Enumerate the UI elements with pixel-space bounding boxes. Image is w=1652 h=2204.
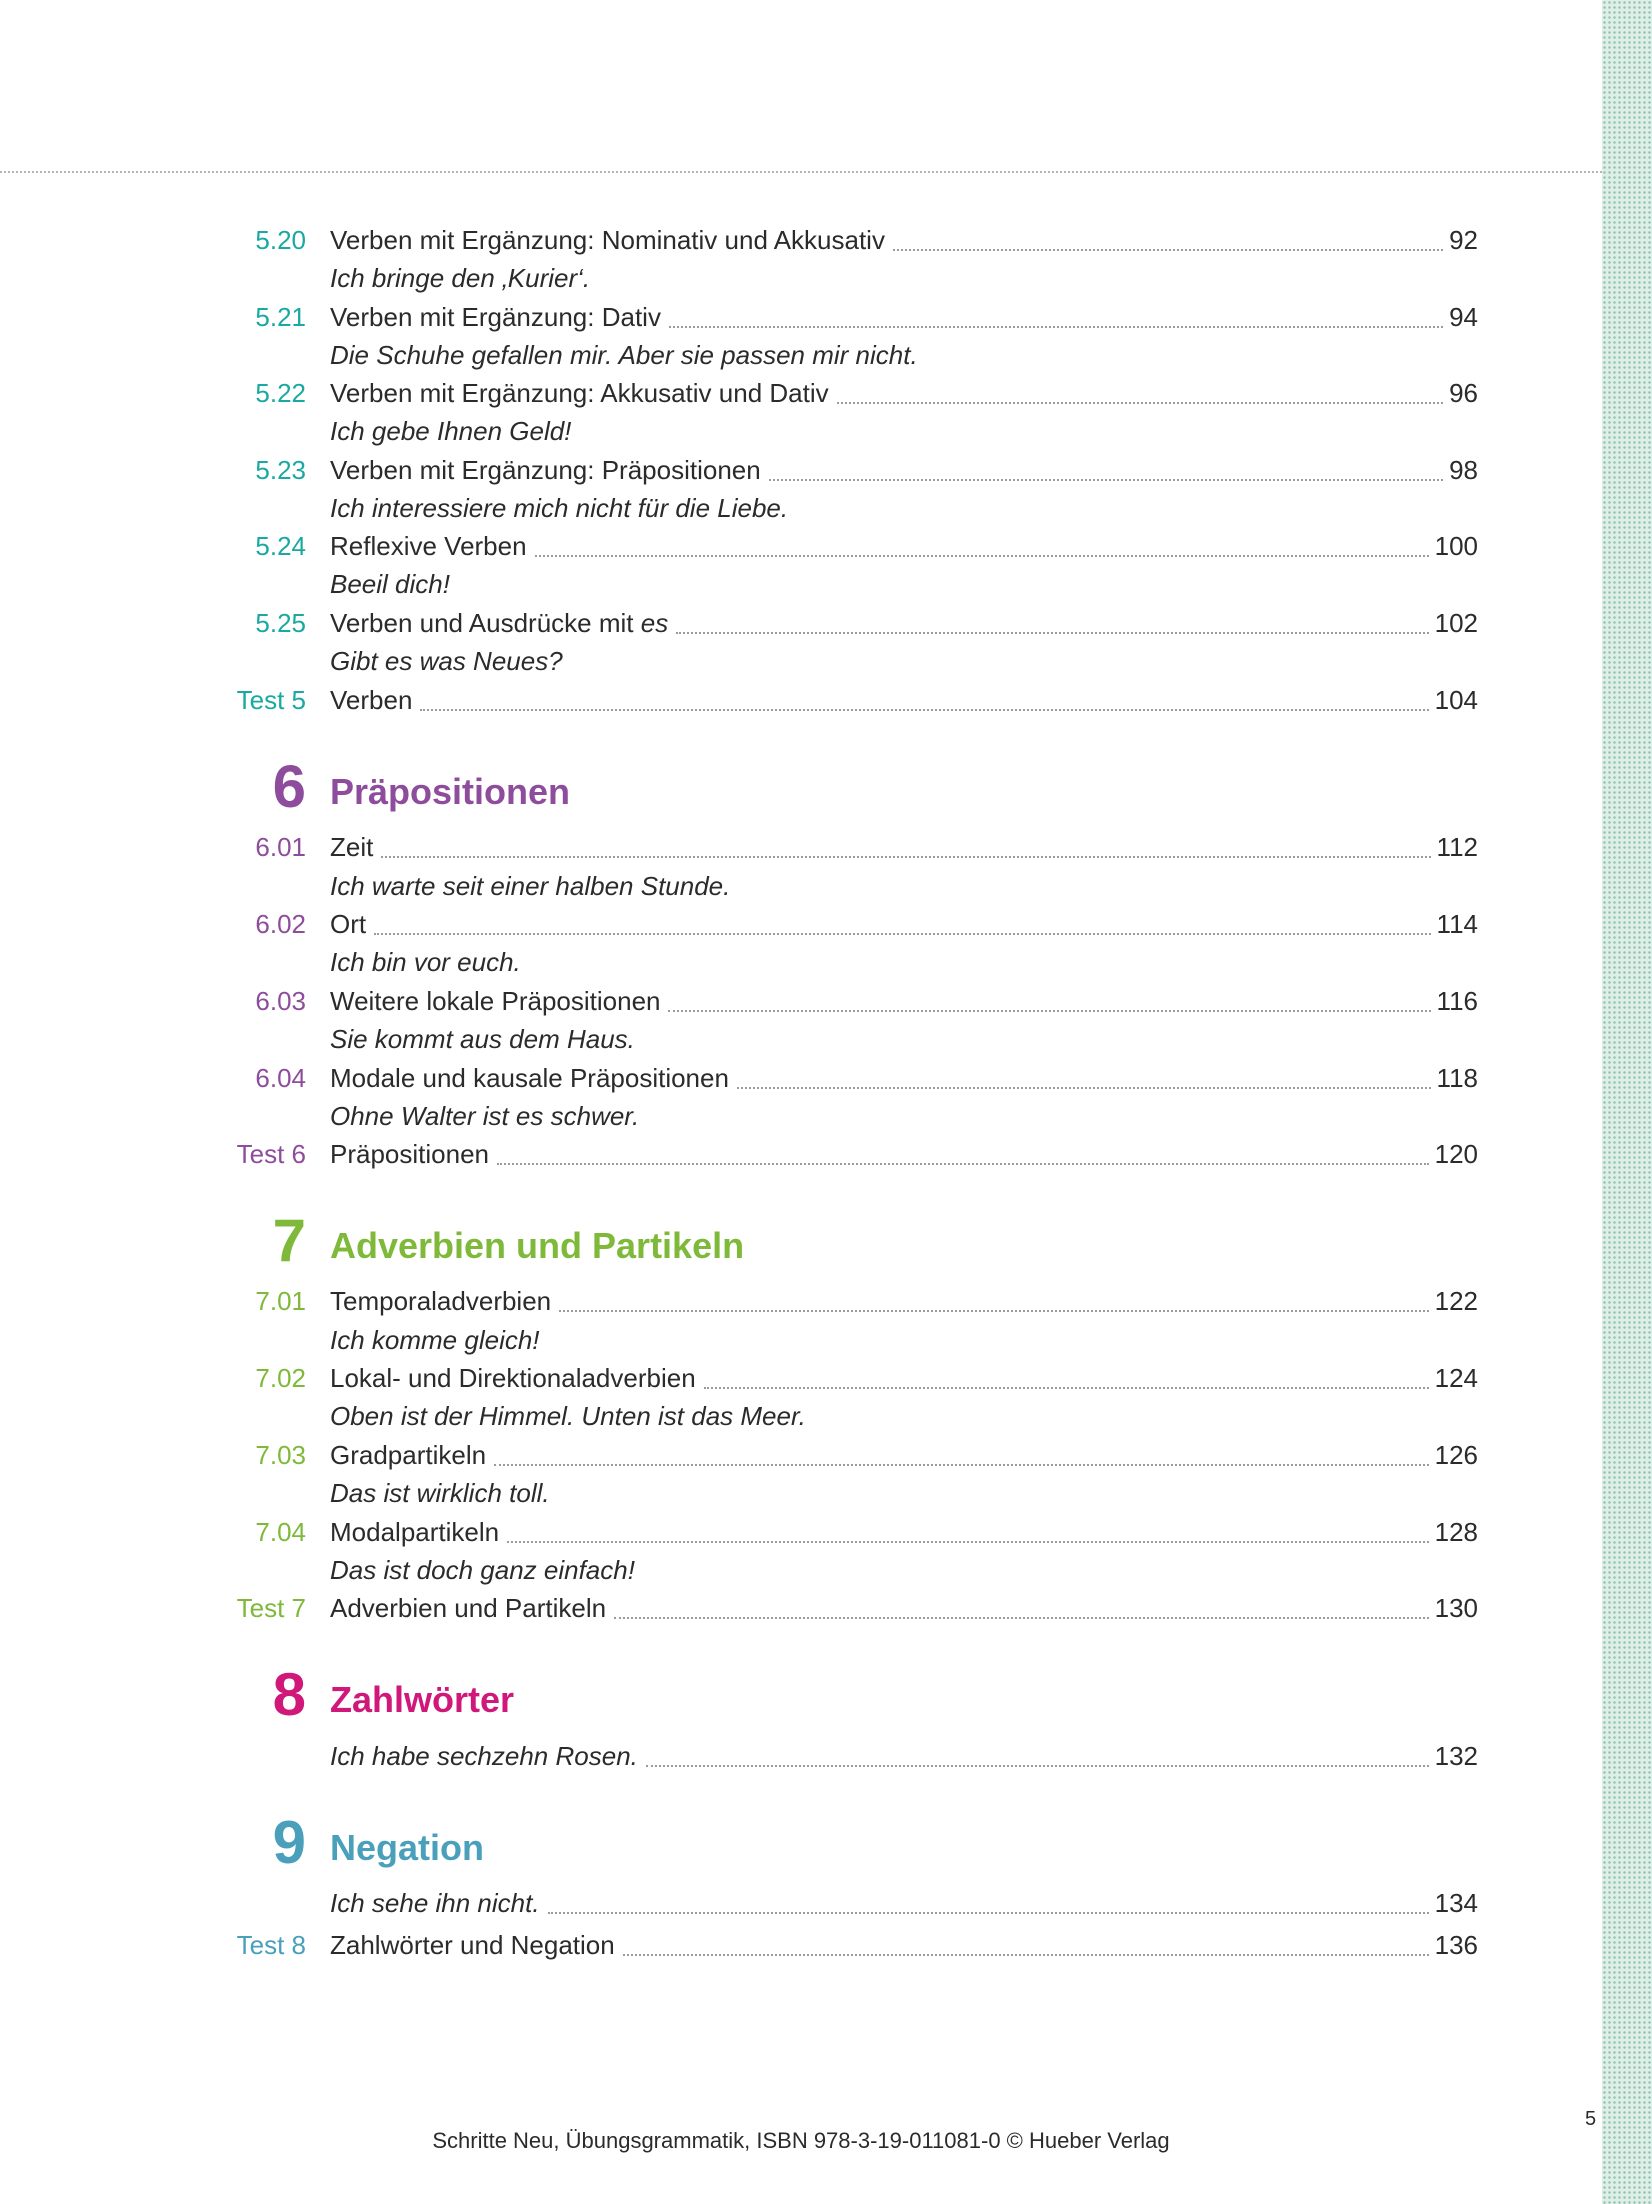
- entry-number: Test 8: [236, 1930, 306, 1960]
- entry-number: 5.22: [255, 378, 306, 408]
- entry-example: [0, 942, 1602, 982]
- entry-title: Gradpartikeln: [330, 1440, 487, 1470]
- entry-title: Verben mit Ergänzung: Akkusativ und Dativ: [330, 378, 829, 408]
- entry-title: Zahlwörter und Negation: [330, 1930, 615, 1960]
- entry-number: 6.01: [255, 832, 306, 862]
- entry-page: 112: [1436, 832, 1478, 862]
- entry-number: 5.20: [255, 225, 306, 255]
- example-sentence: Ich interessiere mich nicht für die Liebe.: [330, 493, 789, 523]
- entry-example: [0, 564, 1602, 604]
- entry-title: Verben mit Ergänzung: Präpositionen: [330, 455, 761, 485]
- chapter-title: Adverbien und Partikeln: [330, 1225, 745, 1266]
- entry-page: 136: [1434, 1930, 1478, 1960]
- toc-entry-test[interactable]: [0, 1134, 1602, 1174]
- chapter-heading[interactable]: [0, 1808, 1602, 1878]
- toc-entry-test[interactable]: [0, 1588, 1602, 1628]
- entry-page: 124: [1434, 1363, 1478, 1393]
- entry-title: Reflexive Verben: [330, 531, 527, 561]
- chapter-heading[interactable]: [0, 1660, 1602, 1730]
- entry-example: [0, 488, 1602, 528]
- entry-title-text: Verben und Ausdrücke mit: [330, 608, 634, 638]
- leader-dots: [614, 1617, 1429, 1619]
- toc-entry[interactable]: [0, 827, 1602, 867]
- example-sentence: Ich warte seit einer halben Stunde.: [330, 871, 731, 901]
- toc-entry[interactable]: [0, 450, 1602, 490]
- entry-page: 128: [1434, 1517, 1478, 1547]
- toc-entry[interactable]: [0, 1512, 1602, 1552]
- leader-dots: [507, 1541, 1429, 1543]
- entry-number: 6.03: [255, 986, 306, 1016]
- leader-dots: [623, 1954, 1429, 1956]
- entry-page: 116: [1436, 986, 1478, 1016]
- entry-page: 92: [1449, 225, 1478, 255]
- example-sentence: Beeil dich!: [330, 569, 450, 599]
- entry-page: 114: [1436, 909, 1478, 939]
- example-sentence: Das ist wirklich toll.: [330, 1478, 550, 1508]
- entry-page: 130: [1434, 1593, 1478, 1623]
- entry-title: Verben: [330, 685, 413, 715]
- example-sentence: Sie kommt aus dem Haus.: [330, 1024, 635, 1054]
- example-sentence: Ich gebe Ihnen Geld!: [330, 416, 572, 446]
- example-sentence: Das ist doch ganz einfach!: [330, 1555, 635, 1585]
- leader-dots: [893, 249, 1443, 251]
- leader-dots: [494, 1464, 1429, 1466]
- entry-title: Lokal- und Direktionaladverbien: [330, 1363, 696, 1393]
- toc-entry[interactable]: [0, 981, 1602, 1021]
- toc-entry-test[interactable]: [0, 680, 1602, 720]
- entry-number: 6.02: [255, 909, 306, 939]
- toc-entry[interactable]: [0, 220, 1602, 260]
- chapter-number: 7: [272, 1207, 306, 1274]
- entry-page: 100: [1434, 531, 1478, 561]
- example-sentence: Ich bin vor euch.: [330, 947, 521, 977]
- entry-title: Weitere lokale Präpositionen: [330, 986, 661, 1016]
- leader-dots: [704, 1387, 1429, 1389]
- entry-example: [0, 411, 1602, 451]
- entry-title: Präpositionen: [330, 1139, 489, 1169]
- entry-number: 7.02: [255, 1363, 306, 1393]
- entry-title: Modale und kausale Präpositionen: [330, 1063, 729, 1093]
- leader-dots: [374, 933, 1430, 935]
- entry-title: Modalpartikeln: [330, 1517, 500, 1547]
- entry-example: [0, 866, 1602, 906]
- leader-dots: [420, 709, 1428, 711]
- toc-entry[interactable]: [0, 904, 1602, 944]
- chapter-title: Präpositionen: [330, 771, 571, 812]
- entry-number: 6.04: [255, 1063, 306, 1093]
- entry-title: [330, 603, 668, 643]
- entry-title: Ort: [330, 909, 367, 939]
- leader-dots: [646, 1765, 1429, 1767]
- entry-title: [330, 1883, 540, 1923]
- entry-title: Temporaladverbien: [330, 1286, 552, 1316]
- entry-page: 120: [1434, 1139, 1478, 1169]
- entry-title: Verben mit Ergänzung: Dativ: [330, 302, 661, 332]
- entry-number: Test 5: [236, 685, 306, 715]
- leader-dots: [669, 326, 1443, 328]
- example-sentence: Ich komme gleich!: [330, 1325, 540, 1355]
- leader-dots: [676, 632, 1428, 634]
- entry-title: Zeit: [330, 832, 374, 862]
- entry-number: 5.25: [255, 608, 306, 638]
- entry-page: 104: [1434, 685, 1478, 715]
- toc-entry[interactable]: [0, 1358, 1602, 1398]
- toc-entry[interactable]: [0, 603, 1602, 643]
- toc-entry[interactable]: [0, 1883, 1602, 1923]
- toc-entry[interactable]: [0, 1281, 1602, 1321]
- example-sentence: Die Schuhe gefallen mir. Aber sie passen mir nicht.: [330, 340, 918, 370]
- top-dotted-rule: [0, 171, 1602, 173]
- entry-number: 5.21: [255, 302, 306, 332]
- example-sentence: Ohne Walter ist es schwer.: [330, 1101, 640, 1131]
- chapter-heading[interactable]: [0, 1206, 1602, 1276]
- entry-title: Adverbien und Partikeln: [330, 1593, 607, 1623]
- leader-dots: [497, 1163, 1429, 1165]
- entry-title: [330, 1736, 638, 1776]
- chapter-heading[interactable]: [0, 752, 1602, 822]
- entry-example: [0, 1550, 1602, 1590]
- leader-dots: [769, 479, 1443, 481]
- entry-page: 132: [1434, 1741, 1478, 1771]
- entry-example: [0, 1096, 1602, 1136]
- entry-number: 7.01: [255, 1286, 306, 1316]
- entry-page: 96: [1449, 378, 1478, 408]
- entry-example: [0, 641, 1602, 681]
- leader-dots: [668, 1010, 1430, 1012]
- entry-title-emphasis: es: [640, 608, 669, 638]
- entry-number: 5.23: [255, 455, 306, 485]
- toc-entry[interactable]: [0, 297, 1602, 337]
- toc-entry[interactable]: [0, 373, 1602, 413]
- entry-title: Verben mit Ergänzung: Nominativ und Akkusativ: [330, 225, 885, 255]
- leader-dots: [837, 402, 1443, 404]
- example-sentence: Gibt es was Neues?: [330, 646, 563, 676]
- leader-dots: [381, 856, 1430, 858]
- entry-page: 126: [1434, 1440, 1478, 1470]
- side-stripe: [1602, 0, 1652, 2204]
- chapter-title: Negation: [330, 1827, 485, 1868]
- entry-number: 7.04: [255, 1517, 306, 1547]
- entry-page: 102: [1434, 608, 1478, 638]
- page-number: 5: [1585, 2108, 1597, 2130]
- leader-dots: [535, 555, 1429, 557]
- entry-title-emphasis: Ich habe sechzehn Rosen.: [330, 1741, 638, 1771]
- chapter-number: 8: [272, 1661, 306, 1728]
- entry-example: [0, 1019, 1602, 1059]
- entry-example: [0, 258, 1602, 298]
- entry-page: 122: [1434, 1286, 1478, 1316]
- entry-title-emphasis: Ich sehe ihn nicht.: [330, 1888, 540, 1918]
- entry-page: 118: [1436, 1063, 1478, 1093]
- example-sentence: Oben ist der Himmel. Unten ist das Meer.: [330, 1401, 806, 1431]
- entry-number: Test 6: [236, 1139, 306, 1169]
- example-sentence: Ich bringe den ‚Kurier‘.: [330, 263, 591, 293]
- entry-example: [0, 1473, 1602, 1513]
- entry-number: 5.24: [255, 531, 306, 561]
- chapter-number: 9: [272, 1809, 306, 1876]
- toc-entry[interactable]: [0, 526, 1602, 566]
- entry-number: Test 7: [236, 1593, 306, 1623]
- entry-example: [0, 335, 1602, 375]
- footer-copyright: Schritte Neu, Übungsgrammatik, ISBN 978-3-19-011081-0 © Hueber Verlag: [432, 2128, 1170, 2153]
- toc-entry[interactable]: [0, 1058, 1602, 1098]
- entry-page: 94: [1449, 302, 1478, 332]
- leader-dots: [737, 1087, 1431, 1089]
- entry-page: 98: [1449, 455, 1478, 485]
- entry-example: [0, 1320, 1602, 1360]
- entry-example: [0, 1396, 1602, 1436]
- leader-dots: [559, 1310, 1428, 1312]
- entry-page: 134: [1434, 1888, 1478, 1918]
- toc-entry-test[interactable]: [0, 1925, 1602, 1965]
- chapter-title: Zahlwörter: [330, 1679, 515, 1720]
- chapter-number: 6: [272, 753, 306, 820]
- toc-entry[interactable]: [0, 1736, 1602, 1776]
- entry-number: 7.03: [255, 1440, 306, 1470]
- toc-entry[interactable]: [0, 1435, 1602, 1475]
- leader-dots: [548, 1912, 1429, 1914]
